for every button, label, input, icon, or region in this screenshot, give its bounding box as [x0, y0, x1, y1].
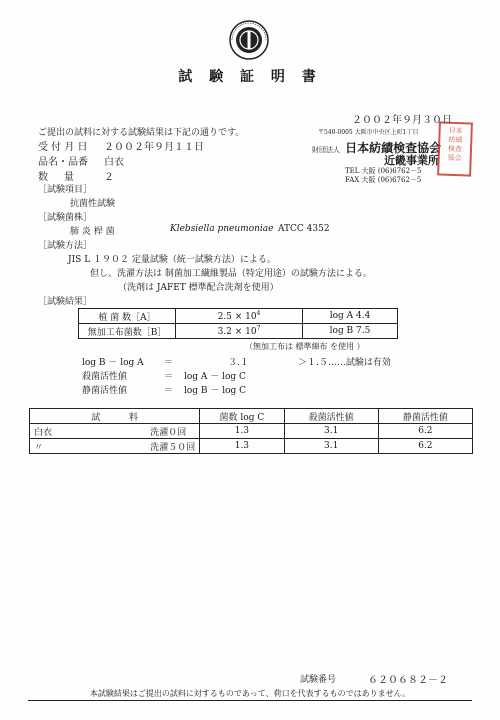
table-row: [79, 324, 398, 339]
table-note: （無加工布は 標準綿布 を使用 ）: [245, 342, 365, 351]
issue-date: ２００２年９月３０日: [352, 115, 452, 126]
row-name: 〃: [30, 439, 147, 454]
header-cell-count: 菌数 log C: [200, 409, 284, 424]
table-cell: log A 4.4: [303, 309, 398, 324]
header-cell-sample: 試 料: [30, 409, 200, 424]
page-title: 試 験 証 明 書: [178, 69, 322, 85]
method-heading: ［試験方法］: [38, 241, 93, 251]
strain-jp: 肺 炎 桿 菌: [70, 227, 115, 237]
result-heading: ［試験結果］: [38, 297, 93, 307]
formula-3-eq: ＝: [164, 386, 174, 396]
issuer-address: 〒540-0005 大阪市中央区上町1丁目: [318, 129, 419, 136]
jis-seal-icon: [229, 20, 269, 60]
issuer-org-prefix: 財団法人: [312, 146, 340, 154]
strain-heading: ［試験菌株］: [38, 213, 93, 223]
table-cell: 無加工布菌数［B］: [79, 324, 176, 339]
issuer-branch: 近畿事業所: [384, 154, 439, 167]
official-stamp: 日本 紡績 検査 協会: [437, 121, 473, 176]
row-kill: 3.1: [284, 424, 378, 439]
item-value: 白衣: [104, 157, 124, 168]
method-line1: JIS L １９０２ 定量試験（統一試験方法）による。: [68, 255, 276, 265]
row-log-c: 1.3: [200, 424, 284, 439]
row-name: 白衣: [30, 424, 147, 439]
table-cell: 植 菌 数［A］: [79, 309, 176, 324]
strain-code: ATCC 4352: [278, 224, 330, 234]
table-header-row: [30, 409, 473, 424]
row-wash: 洗濯０回: [146, 424, 200, 439]
formula-2-eq: ＝: [164, 372, 174, 382]
table-row: [30, 424, 473, 439]
test-item-heading: ［試験項目］: [38, 185, 93, 195]
test-number-label: 試験番号: [300, 675, 337, 685]
formula-3-left: 静菌活性値: [82, 386, 128, 396]
issuer-org-name: 日本紡績検査協会: [345, 141, 442, 155]
received-label: 受 付 月 日: [38, 142, 88, 153]
qty-label: 数 量: [38, 172, 74, 183]
formula-1-left: log B － log A: [82, 358, 144, 368]
formula-1-condition: ＞１.５……試験は有効: [298, 358, 391, 368]
formula-2-right: log A － log C: [184, 372, 246, 382]
qty-value: ２: [104, 172, 114, 183]
disclaimer: 本試験結果はご提出の試料に対するものであって、荷口を代表するものではありません。: [89, 689, 411, 698]
item-label: 品名・品番: [38, 157, 88, 168]
test-number-value: ６２０６８２－２: [368, 675, 448, 686]
intro-text: ご提出の試料に対する試験結果は下記の通りです。: [38, 128, 245, 138]
header-cell-kill: 殺菌活性値: [284, 409, 378, 424]
row-static: 6.2: [378, 424, 472, 439]
issuer-tel: TEL 大阪 (06)6762－5: [345, 167, 422, 175]
row-static: 6.2: [378, 439, 472, 454]
table-cell: [176, 324, 303, 339]
table-row: [30, 439, 473, 454]
received-value: ２００２年９月１１日: [104, 142, 204, 153]
table-cell: log B 7.5: [303, 324, 398, 339]
formula-1-eq: ＝: [164, 358, 174, 368]
issuer-fax: FAX 大阪 (06)6762－5: [345, 176, 422, 184]
value-exponent: 7: [256, 325, 261, 332]
row-kill: 3.1: [284, 439, 378, 454]
method-line2: 但し、洗濯方法は 制菌加工繊維製品（特定用途）の試験方法による。: [90, 269, 372, 279]
formula-1-value: ３.１: [228, 358, 249, 368]
results-table: [29, 408, 473, 454]
header-cell-static: 静菌活性値: [378, 409, 472, 424]
strain-latin: Klebsiella pneumoniae: [170, 224, 274, 234]
row-wash: 洗濯５０回: [146, 439, 200, 454]
table-row: [79, 309, 398, 324]
formula-3-right: log B － log C: [184, 386, 247, 396]
value-mantissa: 3.2 × 10: [217, 327, 257, 337]
value-exponent: 4: [256, 310, 261, 317]
row-log-c: 1.3: [200, 439, 284, 454]
footer-divider: [28, 700, 472, 701]
inoculum-table: [78, 308, 398, 339]
test-item-value: 抗菌性試験: [70, 199, 116, 209]
value-mantissa: 2.5 × 10: [217, 312, 257, 322]
method-line3: （洗剤は JAFET 標準配合洗剤を使用）: [118, 283, 279, 293]
table-cell: [176, 309, 303, 324]
formula-2-left: 殺菌活性値: [82, 372, 128, 382]
